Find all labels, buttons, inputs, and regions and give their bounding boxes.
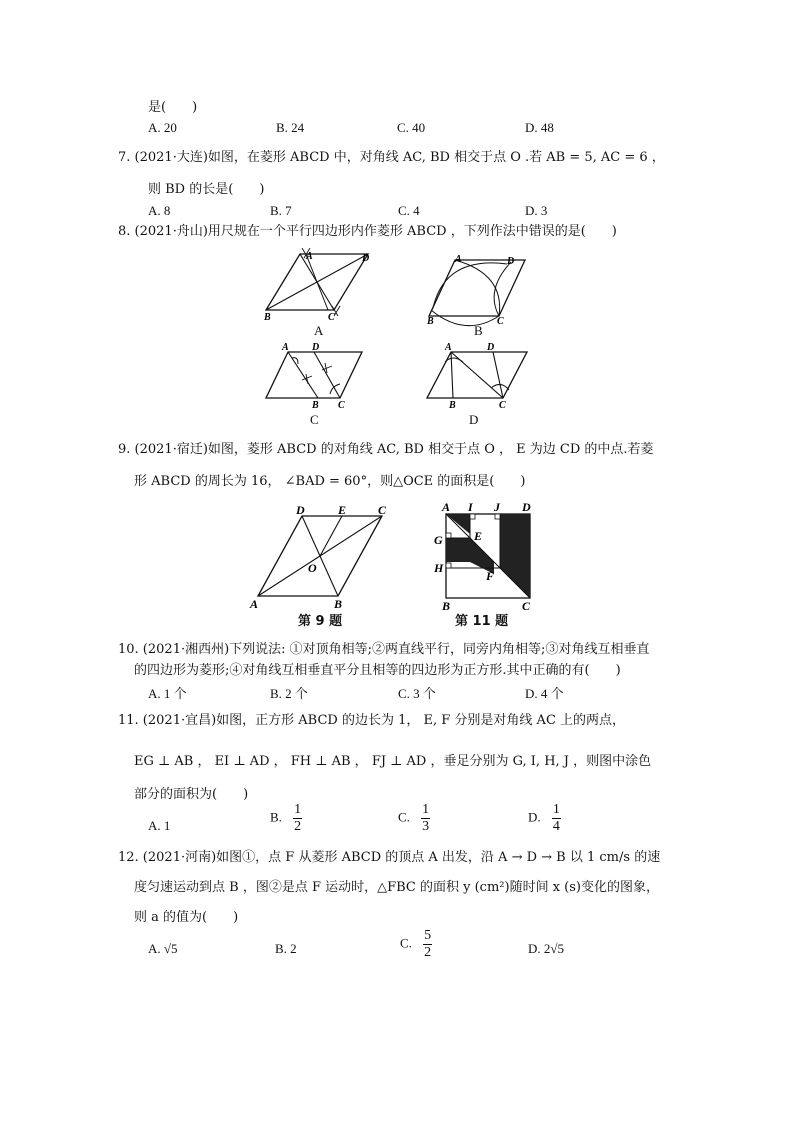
- svg-text:A: A: [455, 254, 462, 265]
- q7-option-b: B. 7: [270, 203, 292, 218]
- svg-text:D: D: [296, 504, 305, 517]
- svg-text:A: A: [250, 597, 259, 611]
- svg-text:C: C: [338, 400, 345, 411]
- q12-option-c-num: 5: [424, 928, 432, 943]
- svg-text:C: C: [522, 599, 531, 613]
- q12-option-b: B. 2: [275, 941, 297, 956]
- svg-text:O: O: [308, 561, 317, 575]
- svg-text:C: C: [328, 312, 335, 323]
- q12-line2: 度匀速运动到点 B ，图②是点 F 运动时，△FBC 的面积 y (cm²)随时间 x (s)变化的图象，: [134, 880, 659, 895]
- q8-figure-d: [423, 340, 553, 412]
- q6-tail: 是( ): [148, 100, 198, 115]
- svg-text:J: J: [494, 500, 500, 514]
- svg-text:D: D: [487, 342, 495, 353]
- svg-text:A: A: [306, 251, 313, 262]
- svg-text:A: A: [445, 342, 452, 353]
- svg-text:D: D: [507, 256, 515, 267]
- q12-option-c-fraction: [423, 928, 432, 961]
- svg-text:B: B: [264, 312, 271, 323]
- q11-figure-caption: 第 11 题: [455, 614, 509, 629]
- q9-figure-caption: 第 9 题: [298, 614, 343, 629]
- svg-text:B: B: [334, 597, 343, 611]
- q11-option-a: [148, 818, 170, 834]
- svg-text:C: C: [378, 504, 387, 517]
- q8-fig-label-d: D: [469, 412, 479, 427]
- q11-option-c-den: 3: [422, 819, 430, 834]
- svg-text:H: H: [434, 561, 444, 575]
- q11-option-d-den: 4: [552, 819, 560, 834]
- q12-option-d: D. 2√5: [528, 941, 565, 956]
- svg-text:C: C: [497, 316, 504, 327]
- q11-option-c-fraction: [421, 802, 430, 835]
- svg-text:E: E: [338, 504, 347, 517]
- q12-line3: 则 a 的值为( ): [134, 910, 239, 925]
- q11-option-b-fraction: [293, 802, 302, 835]
- svg-text:A: A: [282, 342, 289, 353]
- q6-option-b: B. 24: [276, 120, 305, 135]
- q11-option-c: [398, 802, 430, 835]
- q11-line1: 11. (2021·宜昌)如图，正方形 ABCD 的边长为 1， E, F 分别是对角线 AC 上的两点，: [118, 713, 626, 728]
- q12-option-c-den: 2: [424, 945, 432, 960]
- q12-option-c: [400, 928, 432, 961]
- svg-text:B: B: [442, 599, 451, 613]
- q6-option-d: D. 48: [525, 120, 554, 135]
- q11-option-a-value: 1: [163, 818, 171, 833]
- q10-option-d: D. 4 个: [525, 686, 564, 701]
- q11-option-d: [528, 802, 561, 835]
- q7-option-a: A. 8: [148, 203, 171, 218]
- q7-line2: 则 BD 的长是( ): [148, 182, 265, 197]
- svg-text:D: D: [362, 253, 370, 264]
- q11-option-c-num: 1: [422, 802, 430, 817]
- svg-text:C: C: [499, 400, 506, 411]
- q11-line2: EG ⊥ AB ， EI ⊥ AD ， FH ⊥ AB ， FJ ⊥ AD ，垂足分别为 G, I, H, J ，则图中涂色: [134, 754, 652, 769]
- q6-option-c: C. 40: [397, 120, 426, 135]
- svg-text:E: E: [474, 529, 483, 543]
- q11-option-d-letter: D.: [528, 809, 541, 825]
- q8-fig-label-b: B: [474, 323, 483, 338]
- q11-line3: 部分的面积为( ): [134, 787, 249, 802]
- svg-text:B: B: [449, 400, 456, 411]
- q9-figure: [246, 504, 396, 614]
- q10-option-b: B. 2 个: [270, 686, 308, 701]
- svg-text:D: D: [312, 342, 320, 353]
- q12-line1: 12. (2021·河南)如图①，点 F 从菱形 ABCD 的顶点 A 出发，沿 A → D → B 以 1 cm/s 的速: [118, 850, 661, 865]
- q10-option-c: C. 3 个: [398, 686, 436, 701]
- q10-line1: 10. (2021·湘西州)下列说法: ①对顶角相等;②两直线平行，同旁内角相等;③对角线互相垂直: [118, 642, 650, 657]
- q8-fig-label-a: A: [314, 323, 324, 338]
- q9-line1: 9. (2021·宿迁)如图，菱形 ABCD 的对角线 AC, BD 相交于点 O ， E 为边 CD 的中点.若菱: [118, 442, 654, 457]
- q9-line2: 形 ABCD 的周长为 16， ∠BAD = 60°，则△OCE 的面积是( ): [134, 474, 526, 489]
- q8-figure-c: [262, 340, 388, 412]
- q7-option-d: D. 3: [525, 203, 548, 218]
- svg-text:B: B: [427, 316, 434, 327]
- q10-option-a: A. 1 个: [148, 686, 187, 701]
- q11-option-a-letter: A.: [148, 818, 161, 833]
- svg-text:F: F: [486, 569, 495, 583]
- q11-option-b: [270, 802, 302, 835]
- svg-text:B: B: [312, 400, 319, 411]
- q11-option-b-den: 2: [294, 819, 302, 834]
- q11-option-b-num: 1: [294, 802, 302, 817]
- q7-option-c: C. 4: [398, 203, 420, 218]
- svg-text:G: G: [434, 533, 443, 547]
- q12-option-a: A. √5: [148, 941, 178, 956]
- q7-line1: 7. (2021·大连)如图，在菱形 ABCD 中，对角线 AC, BD 相交于点 O .若 AB = 5, AC = 6 ，: [118, 150, 665, 165]
- q6-option-a: A. 20: [148, 120, 177, 135]
- q10-line2: 的四边形为菱形;④对角线互相垂直平分且相等的四边形为正方形.其中正确的有( ): [134, 663, 621, 678]
- svg-text:D: D: [522, 500, 531, 514]
- q12-option-c-letter: C.: [400, 935, 412, 951]
- q11-option-b-letter: B.: [270, 809, 282, 825]
- q8-fig-label-c: C: [310, 412, 319, 427]
- q11-option-d-fraction: [552, 802, 561, 835]
- q11-figure: [430, 498, 540, 614]
- svg-text:A: A: [442, 500, 451, 514]
- q8-figure-b: [425, 250, 555, 328]
- q11-option-c-letter: C.: [398, 809, 410, 825]
- svg-text:I: I: [468, 500, 473, 514]
- q11-option-d-num: 1: [552, 802, 560, 817]
- q8-figure-a: [262, 248, 392, 330]
- q8-line1: 8. (2021·舟山)用尺规在一个平行四边形内作菱形 ABCD ，下列作法中错误的是( ): [118, 224, 617, 239]
